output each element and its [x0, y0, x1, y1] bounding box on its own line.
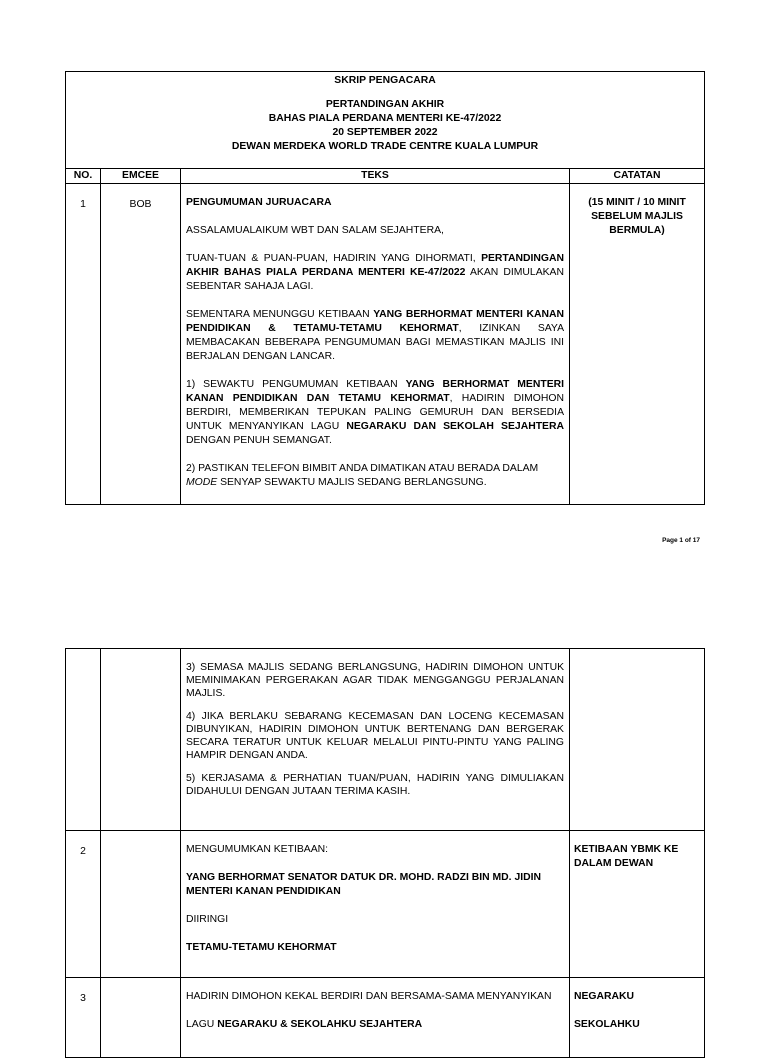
- column-header-no: NO.: [66, 169, 101, 184]
- italic-span: MODE: [186, 477, 218, 488]
- text-span: 2) PASTIKAN TELEFON BIMBIT ANDA DIMATIKAN ATAU BERADA DALAM: [186, 463, 539, 474]
- announcement-paragraph: [186, 252, 564, 294]
- row-emcee: [101, 978, 181, 1058]
- announcement-paragraph: 4) JIKA BERLAKU SEBARANG KECEMASAN DAN LOCENG KECEMASAN DIBUNYIKAN, HADIRIN DIMOHON UNTUK BERTENANG DAN BERGERAK SECARA TERATUR UNTUK KELUAR MELALUI PINTU-PINTU YANG PALING HAMPIR DENGAN ANDA.: [186, 711, 564, 761]
- column-header-emcee: EMCEE: [101, 169, 181, 184]
- document-header: [66, 72, 705, 169]
- text-span: , HADIRIN DIMOHON BERDIRI, MEMBERIKAN TEPUKAN PALING GEMURUH DAN BERSEDIA UNTUK MENYANYIKAN LAGU: [186, 393, 564, 432]
- text-span: , IZINKAN SAYA MEMBACAKAN BEBERAPA PENGUMUMAN BAGI MEMASTIKAN MAJLIS INI BERJALAN DENGAN LANCAR.: [186, 323, 564, 362]
- announcement-paragraph: 3) SEMASA MAJLIS SEDANG BERLANGSUNG, HADIRIN DIMOHON UNTUK MEMINIMAKAN PERGERAKAN AGAR TIDAK MENGGANGGU PERJALANAN MAJLIS.: [186, 662, 564, 699]
- text-span: LAGU: [186, 1019, 218, 1030]
- emphasis-span: NEGARAKU & SEKOLAHKU SEJAHTERA: [217, 1019, 423, 1030]
- text-span: TUAN-TUAN & PUAN-PUAN, HADIRIN YANG DIHORMATI,: [186, 253, 482, 264]
- guests-paragraph: TETAMU-TETAMU KEHORMAT: [186, 942, 337, 953]
- row-emcee: BOB: [101, 184, 181, 505]
- row-number: 1: [66, 184, 101, 505]
- row-notes: [570, 978, 705, 1058]
- table-row: [66, 184, 705, 505]
- header-title: SKRIP PENGACARA: [334, 75, 436, 86]
- guest-name: YANG BERHORMAT SENATOR DATUK DR. MOHD. RADZI BIN MD. JIDIN: [186, 872, 542, 883]
- row-notes: (15 MINIT / 10 MINIT SEBELUM MAJLIS BERMULA): [570, 184, 705, 505]
- table-row: [66, 978, 705, 1058]
- row-emcee: [101, 831, 181, 978]
- announcement-paragraph: [186, 1018, 564, 1032]
- emphasis-span: YANG BERHORMAT MENTERI KANAN PENDIDIKAN & TETAMU-TETAMU KEHORMAT: [186, 309, 564, 334]
- header-venue: DEWAN MERDEKA WORLD TRADE CENTRE KUALA LUMPUR: [231, 141, 539, 152]
- table-row: [66, 649, 705, 831]
- emphasis-span: NEGARAKU DAN SEKOLAH SEJAHTERA: [346, 421, 564, 432]
- announcement-paragraph: MENGUMUMKAN KETIBAAN:: [186, 844, 329, 855]
- header-event: PERTANDINGAN AKHIR: [325, 99, 445, 110]
- text-span: SEMENTARA MENUNGGU KETIBAAN: [186, 309, 374, 320]
- column-header-catatan: CATATAN: [570, 169, 705, 184]
- note-school-song: SEKOLAHKU: [574, 1019, 640, 1030]
- guest-title: MENTERI KANAN PENDIDIKAN: [186, 886, 341, 897]
- emcee-script-table-continued: [65, 648, 705, 1058]
- row-text: [181, 649, 570, 831]
- row-number: [66, 649, 101, 831]
- emphasis-span: PERTANDINGAN AKHIR BAHAS PIALA PERDANA MENTERI KE-47/2022: [186, 253, 564, 278]
- text-span: SENYAP SEWAKTU MAJLIS SEDANG BERLANGSUNG.: [217, 477, 487, 488]
- table-row: [66, 831, 705, 978]
- page-gap: [0, 560, 768, 638]
- greeting-paragraph: ASSALAMUALAIKUM WBT DAN SALAM SEJAHTERA,: [186, 225, 444, 236]
- text-span: DENGAN PENUH SEMANGAT.: [186, 435, 332, 446]
- row-text: [181, 184, 570, 505]
- column-header-teks: TEKS: [181, 169, 570, 184]
- row-number: 2: [66, 831, 101, 978]
- announcement-paragraph: 5) KERJASAMA & PERHATIAN TUAN/PUAN, HADIRIN YANG DIMULIAKAN DIDAHULUI DENGAN JUTAAN TERIMA KASIH.: [186, 773, 564, 797]
- header-date: 20 SEPTEMBER 2022: [332, 127, 438, 138]
- announcement-paragraph: [186, 462, 564, 490]
- row-number: 3: [66, 978, 101, 1058]
- row-text: [181, 831, 570, 978]
- page-number: Page 1 of 17: [662, 537, 700, 544]
- row-notes: KETIBAAN YBMK KE DALAM DEWAN: [570, 831, 705, 978]
- announcement-paragraph: HADIRIN DIMOHON KEKAL BERDIRI DAN BERSAMA-SAMA MENYANYIKAN: [186, 991, 552, 1002]
- text-span: 1) SEWAKTU PENGUMUMAN KETIBAAN: [186, 379, 406, 390]
- document-page-2: [0, 638, 768, 1030]
- guest-name-paragraph: [186, 871, 564, 899]
- text-span: AKAN DIMULAKAN SEBENTAR SAHAJA LAGI.: [186, 267, 564, 292]
- note-anthem: NEGARAKU: [574, 991, 635, 1002]
- row-text: [181, 978, 570, 1058]
- row-emcee: [101, 649, 181, 831]
- header-competition: BAHAS PIALA PERDANA MENTERI KE-47/2022: [268, 113, 502, 124]
- row-notes: [570, 649, 705, 831]
- column-header-row: [66, 169, 705, 184]
- announcement-paragraph: DIIRINGI: [186, 914, 229, 925]
- emcee-script-table: [65, 71, 705, 505]
- announcement-paragraph: [186, 378, 564, 448]
- title-row: [66, 72, 705, 169]
- section-title: PENGUMUMAN JURUACARA: [186, 197, 332, 208]
- announcement-paragraph: [186, 308, 564, 364]
- emphasis-span: YANG BERHORMAT MENTERI KANAN PENDIDIKAN DAN TETAMU KEHORMAT: [186, 379, 565, 404]
